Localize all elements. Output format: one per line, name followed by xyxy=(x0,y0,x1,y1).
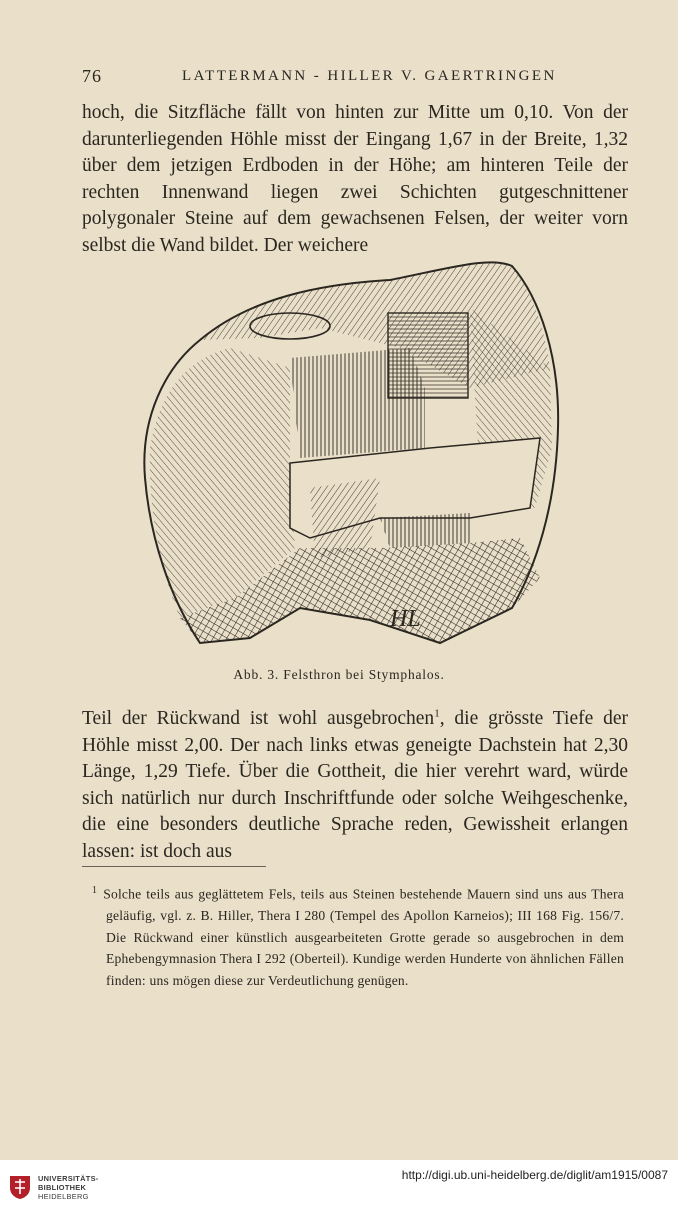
page-number: 76 xyxy=(82,66,102,86)
figure-rock-throne xyxy=(140,248,570,666)
digital-library-footer xyxy=(0,1160,678,1213)
footnote-divider xyxy=(82,866,266,867)
paragraph-2-rest: , die grösste Tiefe der Höhle misst 2,00. Der nach links etwas geneigte Dachstein hat 2,30 Länge, 1,29 Tiefe. Über die Gottheit, die hier verehrt ward, würde sich natürlich nur durch Inschriftfunde oder solche Weihgeschenke, die eine besonders deutliche Sprache reden, Gewissheit erlangen lassen: ist doch aus xyxy=(82,708,628,862)
library-line-2: BIBLIOTHEK xyxy=(38,1183,87,1192)
footnote xyxy=(92,880,624,991)
library-line-3: HEIDELBERG xyxy=(38,1192,89,1201)
source-url-link[interactable]: http://digi.ub.uni-heidelberg.de/diglit/am1915/0087 xyxy=(401,1168,668,1182)
running-title: LATTERMANN - HILLER V. GAERTRINGEN xyxy=(182,68,557,84)
paragraph-2 xyxy=(82,706,628,865)
figure-caption: Abb. 3. Felsthron bei Stymphalos. xyxy=(233,667,445,682)
paragraph-2-start: Teil der Rückwand ist wohl ausgebrochen xyxy=(82,708,435,729)
page-header xyxy=(82,66,628,90)
artist-monogram: HL xyxy=(390,606,421,632)
footnote-reference[interactable]: 1 xyxy=(434,707,440,720)
university-seal-icon xyxy=(8,1174,32,1200)
rock-throne-engraving xyxy=(140,248,570,666)
library-name xyxy=(38,1174,99,1201)
footnote-marker: 1 xyxy=(92,885,98,896)
footnote-text: Solche teils aus geglättetem Fels, teils aus Steinen bestehende Mauern sind uns aus Thera geläufig, vgl. z. B. Hiller, Thera I 280 (Tempel des Apollon Karneios); III 168 Fig. 156/7. Die Rückwand einer künstlich ausgearbeiteten Grotte gerade so ausgebrochen in dem Ephebengymnasion Thera I 292 (Oberteil). Kundige werden Hunderte von ähnlichen Fällen finden: uns mögen diese zur Verdeutlichung genügen. xyxy=(103,886,624,988)
paragraph-1: hoch, die Sitzfläche fällt von hinten zur Mitte um 0,10. Von der darunterliegenden Höhle misst der Eingang 1,67 in der Breite, 1,32 über dem jetzigen Erdboden in der Höhe; am hinteren Teile der rechten Innenwand liegen zwei Schichten gutgeschnittener polygonaler Steine auf dem gewachsenen Felsen, der weiter vorn selbst die Wand bildet. Der weichere xyxy=(82,102,628,256)
library-line-1: UNIVERSITÄTS- xyxy=(38,1174,99,1183)
